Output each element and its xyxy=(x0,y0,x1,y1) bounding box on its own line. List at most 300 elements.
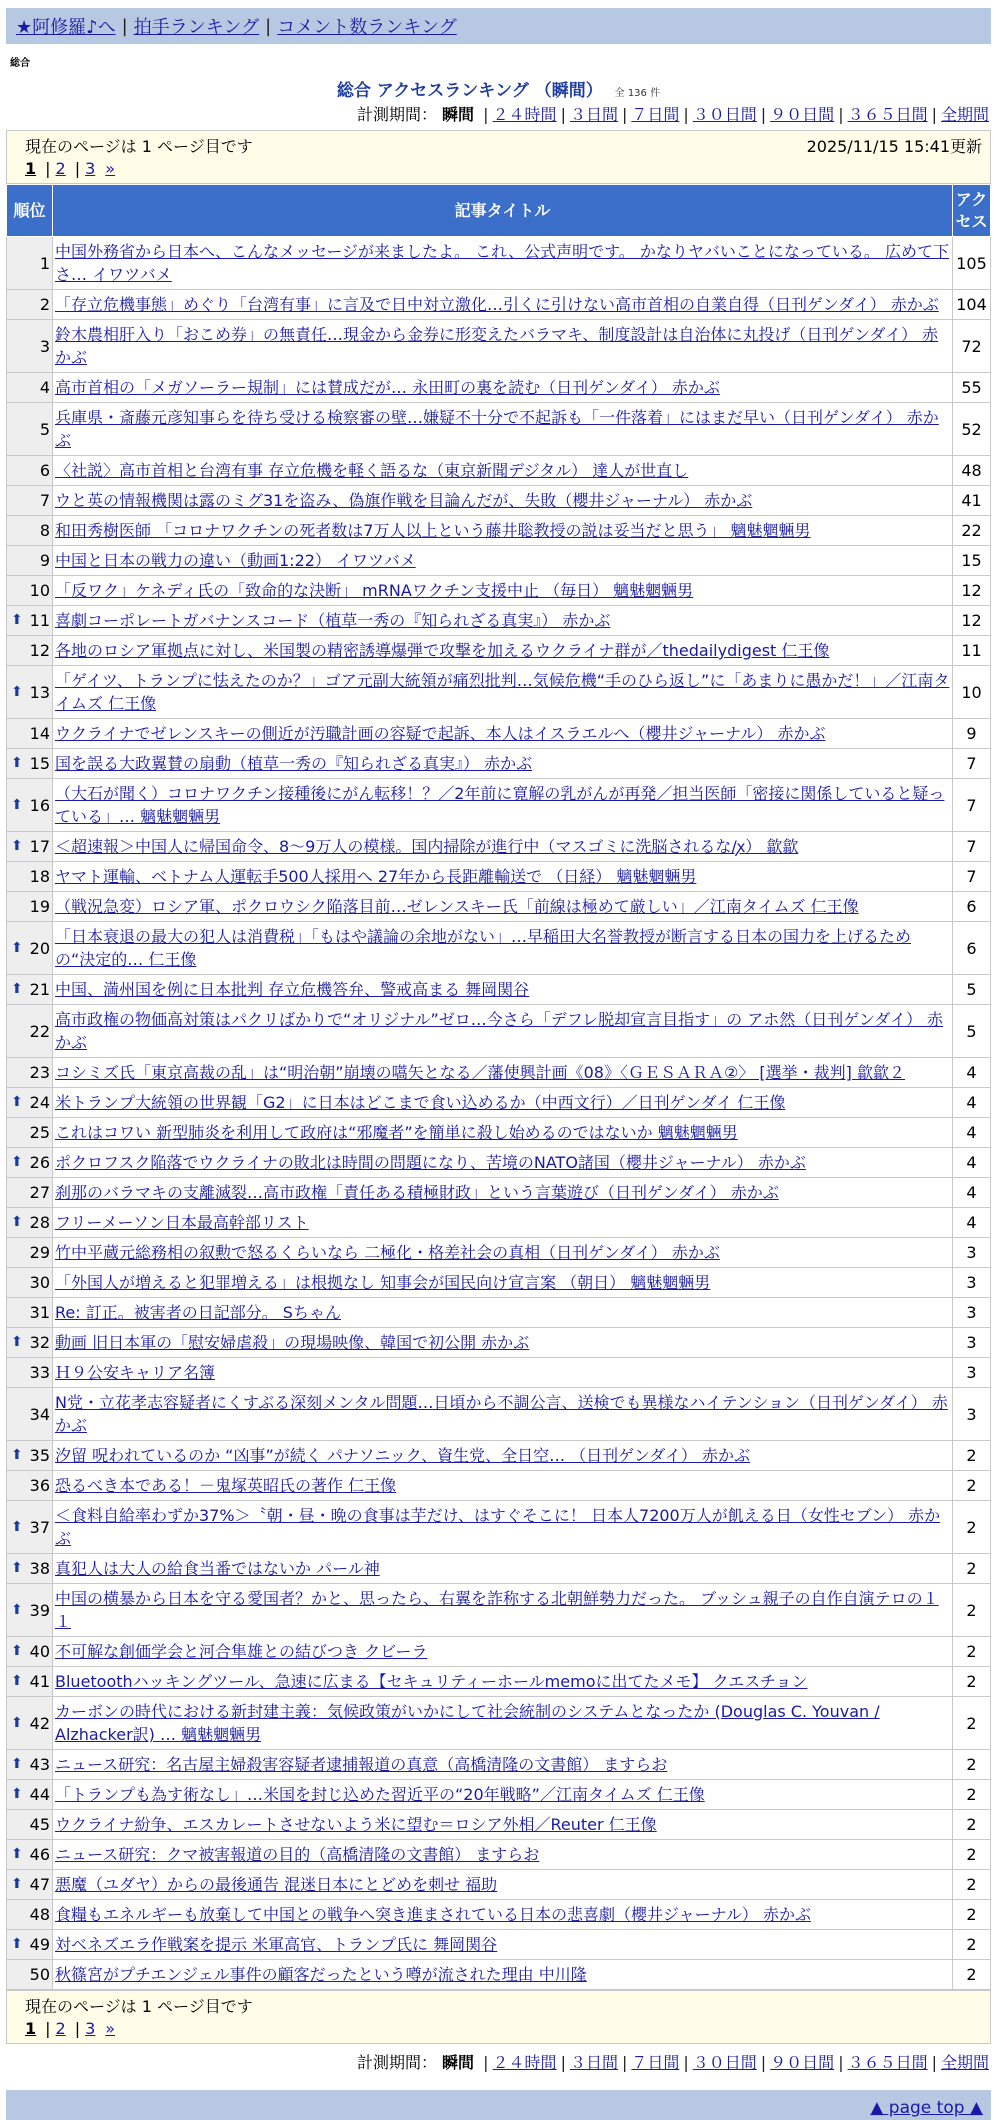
access-count: 3 xyxy=(953,1238,991,1268)
access-count: 2 xyxy=(953,1750,991,1780)
period-separator: | xyxy=(931,105,937,124)
title-cell xyxy=(53,1268,953,1298)
count-header: アクセス xyxy=(953,185,991,237)
up-arrow-icon: ⬆ xyxy=(11,1214,23,1230)
title-cell xyxy=(53,1697,953,1750)
article-link[interactable]: 米トランプ大統領の世界観「G2」に日本はどこまで食い込めるか（中西文行）／日刊ゲンダイ 仁王像 xyxy=(55,1093,786,1112)
article-link[interactable]: 喜劇コーポレートガバナンスコード（植草一秀の『知られざる真実』） 赤かぶ xyxy=(55,611,611,630)
article-link[interactable]: 高市政権の物価高対策はパクリばかりで“オリジナル”ゼロ…今さら「デフレ脱却宣言目指す」の アホ然（日刊ゲンダイ） 赤かぶ xyxy=(55,1010,944,1052)
footer-bar xyxy=(6,2090,991,2120)
article-link[interactable]: ポクロフスク陥落でウクライナの敗北は時間の問題になり、苦境のNATO諸国（櫻井ジャーナル） 赤かぶ xyxy=(55,1153,806,1172)
article-link[interactable]: 「外国人が増えると犯罪増える」は根拠なし 知事会が国民向け宣言案 （朝日） 魑魅魍魎男 xyxy=(55,1273,711,1292)
table-row xyxy=(7,403,991,456)
rank-number: 44 xyxy=(29,1785,50,1804)
article-link[interactable]: ウクライナでゼレンスキーの側近が汚職計画の容疑で起訴、本人はイスラエルへ（櫻井ジャーナル） 赤かぶ xyxy=(55,724,826,743)
title-header: 記事タイトル xyxy=(53,185,953,237)
article-link[interactable]: 兵庫県・斎藤元彦知事らを待ち受ける検察審の壁…嫌疑不十分で不起訴も「一件落着」にはまだ早い（日刊ゲンダイ） 赤かぶ xyxy=(55,408,939,450)
rank-number: 45 xyxy=(29,1815,50,1834)
rank-cell xyxy=(7,1870,53,1900)
rank-number: 27 xyxy=(29,1183,50,1202)
table-row xyxy=(7,456,991,486)
period-link[interactable]: ２４時間 xyxy=(492,2053,557,2072)
table-row xyxy=(7,1554,991,1584)
period-link[interactable]: ７日間 xyxy=(631,105,680,124)
article-link[interactable]: ウと英の情報機関は露のミグ31を盗み、偽旗作戦を目論んだが、失敗（櫻井ジャーナル） 赤かぶ xyxy=(55,491,753,510)
table-row xyxy=(7,516,991,546)
table-row xyxy=(7,832,991,862)
current-page-text: 現在のページは 1 ページ目です xyxy=(25,136,253,156)
title-cell xyxy=(53,1058,953,1088)
up-arrow-icon: ⬆ xyxy=(11,939,23,956)
rank-number: 37 xyxy=(29,1517,50,1537)
rank-number: 33 xyxy=(29,1363,50,1382)
table-row xyxy=(7,1058,991,1088)
title-cell xyxy=(53,1471,953,1501)
updated-time: 2025/11/15 15:41更新 xyxy=(806,136,982,156)
nav-separator: | xyxy=(265,15,272,37)
rank-number: 29 xyxy=(29,1243,50,1262)
title-cell xyxy=(53,1208,953,1238)
period-link[interactable]: ３日間 xyxy=(569,105,618,124)
period-link[interactable]: ２４時間 xyxy=(492,105,557,124)
rank-number: 34 xyxy=(29,1404,50,1424)
access-count: 104 xyxy=(953,290,991,320)
table-row xyxy=(7,749,991,779)
rank-number: 2 xyxy=(39,295,50,314)
rank-cell xyxy=(7,1900,53,1930)
period-separator: | xyxy=(621,105,628,124)
rank-number: 22 xyxy=(29,1021,50,1041)
access-count: 3 xyxy=(953,1268,991,1298)
rank-cell xyxy=(7,1930,53,1960)
article-link[interactable]: 「トランプも為す術なし」…米国を封じ込めた習近平の“20年戦略”／江南タイムズ 仁王像 xyxy=(55,1785,705,1804)
title-cell xyxy=(53,1088,953,1118)
title-cell xyxy=(53,1238,953,1268)
table-row xyxy=(7,1388,991,1441)
table-row xyxy=(7,1667,991,1697)
period-separator: | xyxy=(760,2053,767,2072)
pager-link[interactable]: 3 xyxy=(85,2018,96,2038)
title-cell xyxy=(53,1118,953,1148)
access-count: 4 xyxy=(953,1118,991,1148)
rank-cell xyxy=(7,1058,53,1088)
table-row xyxy=(7,1697,991,1750)
period-link[interactable]: ３０日間 xyxy=(692,105,757,124)
table-row xyxy=(7,1298,991,1328)
access-count: 2 xyxy=(953,1501,991,1554)
table-row xyxy=(7,320,991,373)
pager-link[interactable]: 2 xyxy=(55,158,66,178)
pager-next-link[interactable]: » xyxy=(105,2018,116,2038)
access-count: 4 xyxy=(953,1058,991,1088)
title-cell xyxy=(53,1667,953,1697)
article-link[interactable]: 「反ワク」ケネディ氏の「致命的な決断」 mRNAワクチン支援中止 （毎日） 魑魅魍魎男 xyxy=(55,581,694,600)
table-row xyxy=(7,922,991,975)
access-count: 4 xyxy=(953,1178,991,1208)
period-separator: | xyxy=(621,2053,628,2072)
article-link[interactable]: （大石が聞く）コロナワクチン接種後にがん転移！？／2年前に寛解の乳がんが再発／担当医師「密接に関係していると疑っている」… 魑魅魍魎男 xyxy=(55,784,945,826)
up-arrow-icon: ⬆ xyxy=(11,1756,23,1772)
article-link[interactable]: 対ベネズエラ作戦案を提示 米軍高官、トランプ氏に 舞岡関谷 xyxy=(55,1935,498,1954)
period-label-bottom: 計測期間： xyxy=(356,2053,437,2072)
up-arrow-icon: ⬆ xyxy=(11,1876,23,1892)
up-arrow-icon: ⬆ xyxy=(11,612,23,628)
up-arrow-icon: ⬆ xyxy=(11,1560,23,1576)
rank-number: 18 xyxy=(29,867,50,886)
page-info-top xyxy=(6,130,991,184)
period-link[interactable]: ３０日間 xyxy=(692,2053,757,2072)
table-row xyxy=(7,1584,991,1637)
period-current-bottom: 瞬間 xyxy=(442,2053,475,2072)
table-row xyxy=(7,546,991,576)
rank-cell xyxy=(7,1697,53,1750)
rank-cell xyxy=(7,576,53,606)
rank-cell xyxy=(7,403,53,456)
total-count: 全 136 件 xyxy=(614,88,661,99)
article-link[interactable]: Bluetoothハッキングツール、急速に広まる【セキュリティーホールmemoに出てたメモ】 クエスチョン xyxy=(55,1672,808,1691)
access-count: 41 xyxy=(953,486,991,516)
rank-cell xyxy=(7,1960,53,1990)
rank-number: 23 xyxy=(29,1063,50,1082)
rank-number: 48 xyxy=(29,1905,50,1924)
period-separator: | xyxy=(683,105,689,124)
rank-number: 26 xyxy=(29,1153,50,1172)
article-link[interactable]: ＜超速報＞中国人に帰国命令、8～9万人の模様。国内掃除が進行中（マスゴミに洗脳されるな/ꭗ） 歙歙 xyxy=(55,837,799,856)
table-row xyxy=(7,1471,991,1501)
article-link[interactable]: 悪魔（ユダヤ）からの最後通告 混迷日本にとどめを刺せ 福助 xyxy=(55,1875,498,1894)
period-selector-top xyxy=(6,102,991,124)
title-cell xyxy=(53,606,953,636)
access-count: 7 xyxy=(953,832,991,862)
article-link[interactable]: ニュース研究：名古屋主婦殺害容疑者逮捕報道の真意（高橋清隆の文書館） ますらお xyxy=(55,1755,668,1774)
rank-number: 4 xyxy=(39,378,50,397)
access-count: 2 xyxy=(953,1637,991,1667)
rank-number: 32 xyxy=(29,1333,50,1352)
rank-number: 14 xyxy=(29,724,50,743)
title-cell xyxy=(53,1900,953,1930)
pager-current: 1 xyxy=(25,158,37,178)
title-cell xyxy=(53,1388,953,1441)
article-link[interactable]: 不可解な創価学会と河合隼雄との結びつき クビーラ xyxy=(55,1642,428,1661)
rank-number: 46 xyxy=(29,1845,50,1864)
rank-number: 50 xyxy=(29,1965,50,1984)
article-link[interactable]: 中国の横暴から日本を守る愛国者？かと、思ったら、右翼を詐称する北朝鮮勢力だった。 ブッシュ親子の自作自演テロの１１ xyxy=(55,1589,939,1631)
rank-cell xyxy=(7,1298,53,1328)
up-arrow-icon: ⬆ xyxy=(11,1154,23,1170)
title-cell xyxy=(53,749,953,779)
title-cell xyxy=(53,1930,953,1960)
article-link[interactable]: ウクライナ紛争、エスカレートさせないよう米に望む＝ロシア外相／Reuter 仁王像 xyxy=(55,1815,657,1834)
title-cell xyxy=(53,1358,953,1388)
table-row xyxy=(7,1900,991,1930)
up-arrow-icon: ⬆ xyxy=(11,1334,23,1350)
rank-number: 42 xyxy=(29,1713,50,1733)
title-cell xyxy=(53,486,953,516)
rank-cell xyxy=(7,1667,53,1697)
rank-number: 7 xyxy=(39,491,50,510)
rank-number: 31 xyxy=(29,1303,50,1322)
article-link[interactable]: これはコワい 新型肺炎を利用して政府は“邪魔者”を簡単に殺し始めるのではないか 魑魅魍魎男 xyxy=(55,1123,738,1142)
rank-number: 6 xyxy=(39,461,50,480)
article-link[interactable]: 「存立危機事態」めぐり「台湾有事」に言及で日中対立激化…引くに引けない高市首相の自業自得（日刊ゲンダイ） 赤かぶ xyxy=(55,295,939,314)
period-link[interactable]: ３６５日間 xyxy=(847,105,928,124)
title-cell xyxy=(53,237,953,290)
article-link[interactable]: コシミズ氏「東京高裁の乱」は“明治朝”崩壊の嚆矢となる／藩使興計画《08》〈ＧＥＳＡＲＡ②〉 [選挙・裁判] 歙歙２ xyxy=(55,1063,905,1082)
access-count: 2 xyxy=(953,1840,991,1870)
article-link[interactable]: ＜食料自給率わずか37%＞〝朝・昼・晩の食事は芋だけ、はすぐそこに！ 日本人7200万人が飢える日（女性セブン） 赤かぶ xyxy=(55,1506,941,1548)
table-row xyxy=(7,779,991,832)
period-separator: | xyxy=(483,105,489,124)
article-link[interactable]: Re: 訂正。被害者の日記部分。 Sちゃん xyxy=(55,1303,341,1322)
access-count: 2 xyxy=(953,1471,991,1501)
rank-cell xyxy=(7,290,53,320)
period-separator: | xyxy=(760,105,767,124)
access-count: 48 xyxy=(953,456,991,486)
article-link[interactable]: 秋篠宮がプチエンジェル事件の顧客だったという噂が流された理由 中川隆 xyxy=(55,1965,587,1984)
title-cell xyxy=(53,1584,953,1637)
table-row xyxy=(7,1178,991,1208)
rank-cell xyxy=(7,1441,53,1471)
rank-cell xyxy=(7,1637,53,1667)
rank-cell xyxy=(7,606,53,636)
rank-number: 25 xyxy=(29,1123,50,1142)
title-cell xyxy=(53,1441,953,1471)
period-link[interactable]: ７日間 xyxy=(631,2053,680,2072)
article-link[interactable]: 和田秀樹医師 「コロナワクチンの死者数は7万人以上という藤井聡教授の説は妥当だと思う」 魑魅魍魎男 xyxy=(55,521,811,540)
title-cell xyxy=(53,1148,953,1178)
rank-cell xyxy=(7,1810,53,1840)
table-row xyxy=(7,237,991,290)
period-link[interactable]: ９０日間 xyxy=(770,105,835,124)
article-link[interactable]: 刹那のバラマキの支離滅裂…高市政権「責任ある積極財政」という言葉遊び（日刊ゲンダイ） 赤かぶ xyxy=(55,1183,779,1202)
rank-number: 49 xyxy=(29,1935,50,1954)
pager-separator: | xyxy=(45,158,51,178)
up-arrow-icon: ⬆ xyxy=(11,838,23,854)
article-link[interactable]: N党・立花孝志容疑者にくすぶる深刻メンタル問題…日頃から不調公言、送検でも異様なハイテンション（日刊ゲンダイ） 赤かぶ xyxy=(55,1393,948,1435)
table-row xyxy=(7,1870,991,1900)
rank-cell xyxy=(7,1118,53,1148)
access-count: 72 xyxy=(953,320,991,373)
article-link[interactable]: 竹中平蔵元総務相の叙勲で怒るくらいなら 二極化・格差社会の真相（日刊ゲンダイ） 赤かぶ xyxy=(55,1243,720,1262)
rank-number: 19 xyxy=(29,897,50,916)
access-count: 7 xyxy=(953,862,991,892)
table-row xyxy=(7,373,991,403)
article-link[interactable]: 中国と日本の戦力の違い（動画1:22） イワツバメ xyxy=(55,551,416,570)
access-count: 55 xyxy=(953,373,991,403)
up-arrow-icon: ⬆ xyxy=(11,1673,23,1689)
period-link[interactable]: 全期間 xyxy=(940,105,989,124)
rank-cell xyxy=(7,320,53,373)
access-count: 22 xyxy=(953,516,991,546)
article-link[interactable]: 食糧もエネルギーも放棄して中国との戦争へ突き進まされている日本の悲喜劇（櫻井ジャーナル） 赤かぶ xyxy=(55,1905,811,1924)
article-link[interactable]: 恐るべき本である！－鬼塚英昭氏の著作 仁王像 xyxy=(55,1476,397,1495)
up-arrow-icon: ⬆ xyxy=(11,1643,23,1659)
access-count: 4 xyxy=(953,1208,991,1238)
rank-cell xyxy=(7,546,53,576)
rank-cell xyxy=(7,373,53,403)
title-cell xyxy=(53,1554,953,1584)
article-link[interactable]: ニュース研究：クマ被害報道の目的（高橋清隆の文書館） ますらお xyxy=(55,1845,540,1864)
access-count: 2 xyxy=(953,1960,991,1990)
article-link[interactable]: 国を誤る大政翼賛の扇動（植草一秀の『知られざる真実』） 赤かぶ xyxy=(55,754,533,773)
rank-number: 43 xyxy=(29,1755,50,1774)
access-count: 2 xyxy=(953,1697,991,1750)
pager-separator: | xyxy=(74,2018,81,2038)
article-link[interactable]: カーボンの時代における新封建主義：気候政策がいかにして社会統制のシステムとなったか (Douglas C. Youvan / Alzhacker訳) … 魑魅魍魎男 xyxy=(55,1702,880,1744)
rank-cell xyxy=(7,1088,53,1118)
table-row xyxy=(7,1780,991,1810)
up-arrow-icon: ⬆ xyxy=(11,1601,23,1618)
period-label: 計測期間： xyxy=(356,105,437,124)
rank-number: 28 xyxy=(29,1213,50,1232)
table-row xyxy=(7,666,991,719)
access-count: 12 xyxy=(953,606,991,636)
article-link[interactable]: （戦況急変）ロシア軍、ポクロウシク陥落目前…ゼレンスキー氏「前線は極めて厳しい」／江南タイムズ 仁王像 xyxy=(55,897,859,916)
access-count: 52 xyxy=(953,403,991,456)
rank-cell xyxy=(7,1358,53,1388)
rank-number: 39 xyxy=(29,1600,50,1620)
comment-ranking-link[interactable]: コメント数ランキング xyxy=(277,17,457,38)
period-link[interactable]: ３６５日間 xyxy=(847,2053,928,2072)
article-link[interactable]: 真犯人は大人の給食当番ではないか パール神 xyxy=(55,1559,380,1578)
article-link[interactable]: 動画 旧日本軍の「慰安婦虐殺」の現場映像、韓国で初公開 赤かぶ xyxy=(55,1333,530,1352)
table-row xyxy=(7,1501,991,1554)
access-count: 7 xyxy=(953,779,991,832)
table-row xyxy=(7,1750,991,1780)
title-cell xyxy=(53,1960,953,1990)
pager-link[interactable]: 3 xyxy=(85,158,96,178)
article-link[interactable]: 中国外務省から日本へ、こんなメッセージが来ましたよ。 これ、公式声明です。 かなりヤバいことになっている。 広めて下さ… イワツバメ xyxy=(55,242,949,284)
table-row xyxy=(7,1005,991,1058)
up-arrow-icon: ⬆ xyxy=(11,755,23,771)
article-link[interactable]: 「ゲイツ、トランプに怯えたのか？」ゴア元副大統領が痛烈批判…気候危機“手のひら返し”に「あまりに愚かだ！」／江南タイムズ 仁王像 xyxy=(55,671,950,713)
rank-number: 20 xyxy=(29,938,50,958)
access-count: 2 xyxy=(953,1900,991,1930)
article-link[interactable]: 汐留 呪われているのか “凶事”が続く パナソニック、資生党、全日空… （日刊ゲンダイ） 赤かぶ xyxy=(55,1446,750,1465)
rank-cell xyxy=(7,1238,53,1268)
table-row xyxy=(7,1960,991,1990)
title-cell xyxy=(53,862,953,892)
rank-number: 41 xyxy=(29,1672,50,1691)
table-row xyxy=(7,719,991,749)
title-cell xyxy=(53,373,953,403)
current-page-text-bottom: 現在のページは 1 ページ目です xyxy=(25,1996,253,2016)
rank-cell xyxy=(7,1005,53,1058)
article-link[interactable]: Ｈ９公安キャリア名簿 xyxy=(55,1363,216,1382)
page-top-link[interactable]: ▲ page top ▲ xyxy=(870,2098,983,2118)
access-count: 2 xyxy=(953,1780,991,1810)
table-row xyxy=(7,1637,991,1667)
period-separator: | xyxy=(483,2053,489,2072)
title-cell xyxy=(53,1750,953,1780)
rank-cell xyxy=(7,636,53,666)
table-row xyxy=(7,1441,991,1471)
page-title xyxy=(6,76,991,101)
pager-top xyxy=(25,156,982,180)
title-cell xyxy=(53,832,953,862)
access-count: 9 xyxy=(953,719,991,749)
table-row xyxy=(7,606,991,636)
table-row xyxy=(7,1238,991,1268)
rank-cell xyxy=(7,237,53,290)
title-cell xyxy=(53,922,953,975)
rank-number: 47 xyxy=(29,1875,50,1894)
article-link[interactable]: 鈴木農相肝入り「おこめ券」の無責任…現金から金券に形変えたバラマキ、制度設計は自治体に丸投げ（日刊ゲンダイ） 赤かぶ xyxy=(55,325,939,367)
period-link[interactable]: 全期間 xyxy=(940,2053,989,2072)
rank-cell xyxy=(7,975,53,1005)
table-row xyxy=(7,975,991,1005)
access-count: 5 xyxy=(953,975,991,1005)
article-link[interactable]: ヤマト運輸、ベトナム人運転手500人採用へ 27年から長距離輸送で （日経） 魑魅魍魎男 xyxy=(55,867,697,886)
up-arrow-icon: ⬆ xyxy=(11,1846,23,1862)
rank-cell xyxy=(7,456,53,486)
pager-separator: | xyxy=(45,2018,51,2038)
title-cell xyxy=(53,1870,953,1900)
page-title-text: 総合 アクセスランキング （瞬間） xyxy=(336,81,603,101)
table-row xyxy=(7,576,991,606)
access-count: 3 xyxy=(953,1388,991,1441)
period-current: 瞬間 xyxy=(442,105,475,124)
up-arrow-icon: ⬆ xyxy=(11,683,23,700)
table-row xyxy=(7,1088,991,1118)
article-link[interactable]: 中国、満州国を例に日本批判 存立危機答弁、警戒高まる 舞岡関谷 xyxy=(55,980,530,999)
up-arrow-icon: ⬆ xyxy=(11,1786,23,1802)
table-row xyxy=(7,1930,991,1960)
rank-cell xyxy=(7,1148,53,1178)
up-arrow-icon: ⬆ xyxy=(11,1094,23,1110)
pager-link[interactable]: 2 xyxy=(55,2018,66,2038)
title-cell xyxy=(53,892,953,922)
article-link[interactable]: 〈社説〉高市首相と台湾有事 存立危機を軽く語るな（東京新聞デジタル） 達人が世直し xyxy=(55,461,689,480)
article-link[interactable]: 高市首相の「メガソーラー規制」には賛成だが… 永田町の裏を読む（日刊ゲンダイ） 赤かぶ xyxy=(55,378,720,397)
access-count: 11 xyxy=(953,636,991,666)
pager-next-link[interactable]: » xyxy=(105,158,116,178)
rank-cell xyxy=(7,1584,53,1637)
rank-number: 15 xyxy=(29,754,50,773)
access-count: 2 xyxy=(953,1810,991,1840)
rank-cell xyxy=(7,1268,53,1298)
table-row xyxy=(7,636,991,666)
article-link[interactable]: フリーメーソン日本最高幹部リスト xyxy=(55,1213,309,1232)
table-row xyxy=(7,290,991,320)
up-arrow-icon: ⬆ xyxy=(11,1518,23,1535)
access-count: 15 xyxy=(953,546,991,576)
access-count: 3 xyxy=(953,1328,991,1358)
article-link[interactable]: 各地のロシア軍拠点に対し、米国製の精密誘導爆弾で攻撃を加えるウクライナ群が／thedailydigest 仁王像 xyxy=(55,641,830,660)
title-cell xyxy=(53,1780,953,1810)
table-row xyxy=(7,892,991,922)
up-arrow-icon: ⬆ xyxy=(11,1714,23,1731)
period-link[interactable]: ９０日間 xyxy=(770,2053,835,2072)
period-links xyxy=(479,105,989,124)
rank-cell xyxy=(7,1780,53,1810)
period-separator: | xyxy=(560,105,566,124)
article-link[interactable]: 「日本衰退の最大の犯人は消費税」「もはや議論の余地がない」…早稲田大名誉教授が断言する日本の国力を上げるための“決定的… 仁王像 xyxy=(55,927,912,969)
rank-cell xyxy=(7,1328,53,1358)
period-link[interactable]: ３日間 xyxy=(569,2053,618,2072)
page xyxy=(0,8,997,2120)
ranking-body xyxy=(7,237,991,1990)
rank-number: 8 xyxy=(39,521,50,540)
rank-cell xyxy=(7,1208,53,1238)
rank-header: 順位 xyxy=(7,185,53,237)
home-link[interactable]: ★阿修羅♪へ xyxy=(16,17,116,38)
access-count: 6 xyxy=(953,892,991,922)
rank-cell xyxy=(7,1388,53,1441)
pager-separator: | xyxy=(74,158,81,178)
applause-ranking-link[interactable]: 拍手ランキング xyxy=(133,17,260,38)
rank-number: 12 xyxy=(29,641,50,660)
